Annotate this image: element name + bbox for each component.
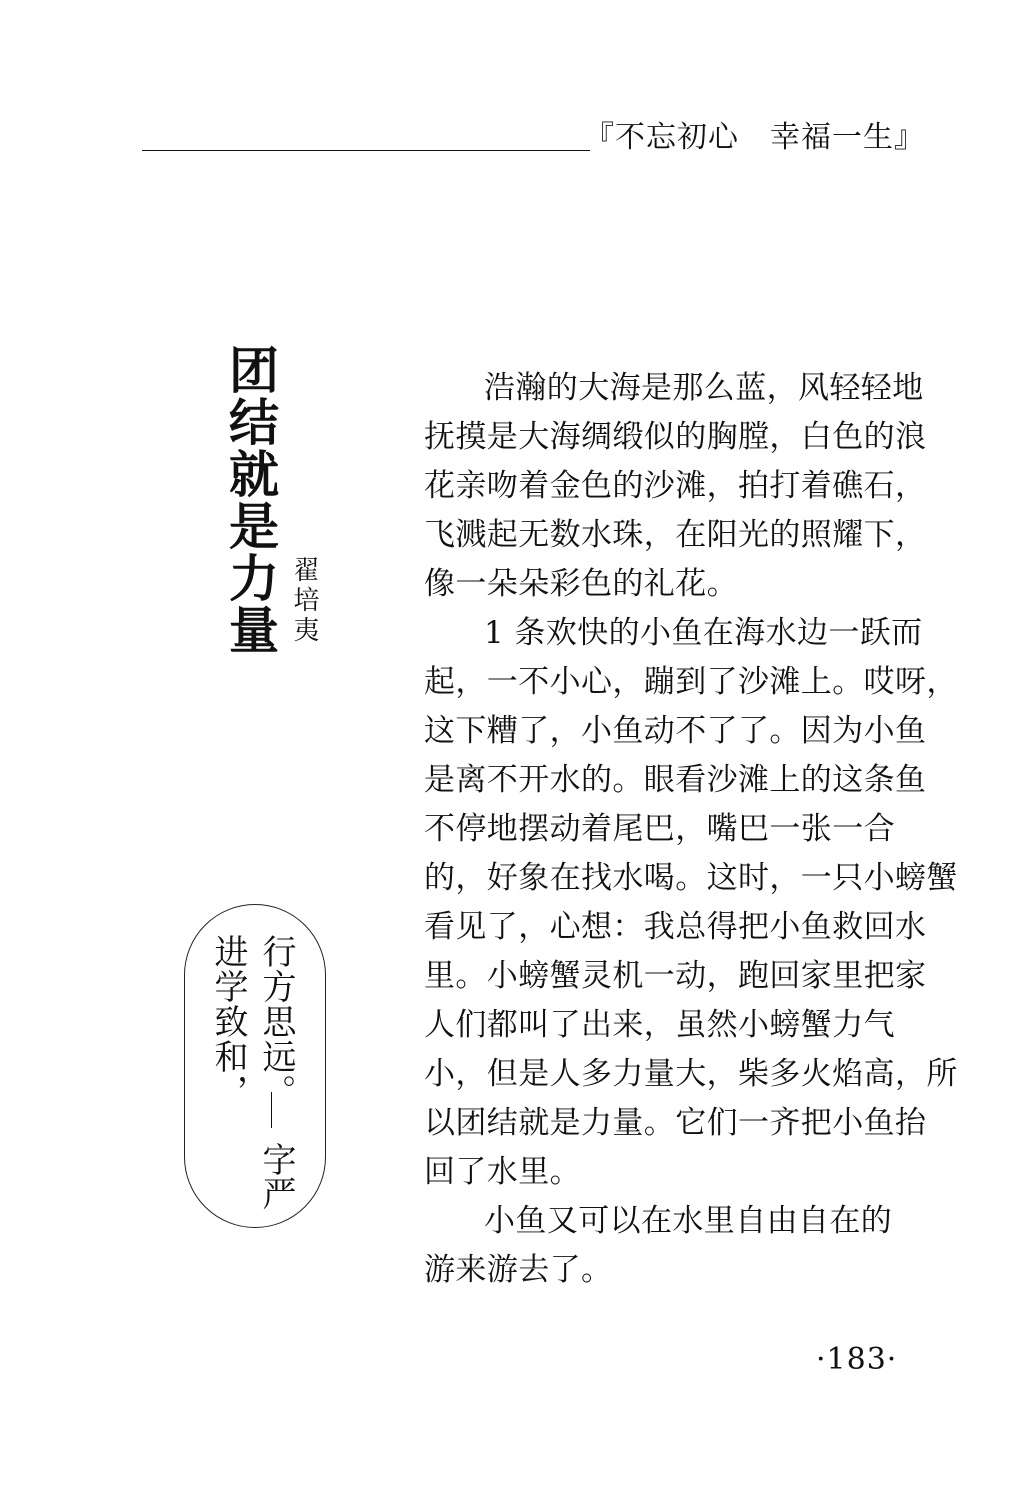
body-line: 的，好象在找水喝。这时，一只小螃蟹 — [424, 860, 958, 896]
body-line: 这下糟了，小鱼动不了了。因为小鱼 — [424, 713, 927, 749]
body-line: 不停地摆动着尾巴，嘴巴一张一合 — [424, 811, 895, 847]
body-line: 小鱼又可以在水里自由自在的 — [484, 1203, 893, 1239]
body-line: 小，但是人多力量大，柴多火焰高，所 — [424, 1056, 958, 1092]
quote-line-1: 行方思远。 — [256, 934, 296, 1109]
article-body — [424, 364, 958, 1295]
article-title: 团结就是力量 — [221, 344, 280, 656]
body-line: 回了水里。 — [424, 1154, 581, 1190]
body-line: 游来游去了。 — [424, 1252, 613, 1288]
quote-line-2: 进学致和， — [208, 934, 248, 1109]
article-author: 翟培夷 — [289, 556, 319, 646]
running-header: 『不忘初心 幸福一生』 — [584, 120, 925, 155]
body-line: 以团结就是力量。它们一齐把小鱼抬 — [424, 1105, 927, 1141]
body-line: 是离不开水的。眼看沙滩上的这条鱼 — [424, 762, 927, 798]
quote-box — [184, 904, 326, 1228]
quote-dash — [271, 1092, 272, 1128]
body-line: 人们都叫了出来，虽然小螃蟹力气 — [424, 1007, 895, 1043]
body-line: 1 条欢快的小鱼在海水边一跃而 — [484, 615, 923, 651]
body-line: 浩瀚的大海是那么蓝，风轻轻地 — [484, 370, 924, 406]
quote-source: 字严 — [256, 1142, 296, 1210]
header-rule — [142, 150, 590, 151]
body-line: 抚摸是大海绸缎似的胸膛，白色的浪 — [424, 419, 927, 455]
body-line: 看见了，心想：我总得把小鱼救回水 — [424, 909, 927, 945]
body-line: 飞溅起无数水珠，在阳光的照耀下， — [424, 517, 927, 553]
page-number: ·183· — [816, 1342, 898, 1377]
body-line: 里。小螃蟹灵机一动，跑回家里把家 — [424, 958, 927, 994]
body-line: 花亲吻着金色的沙滩，拍打着礁石， — [424, 468, 927, 504]
body-line: 起，一不小心，蹦到了沙滩上。哎呀， — [424, 664, 958, 700]
body-line: 像一朵朵彩色的礼花。 — [424, 566, 738, 602]
